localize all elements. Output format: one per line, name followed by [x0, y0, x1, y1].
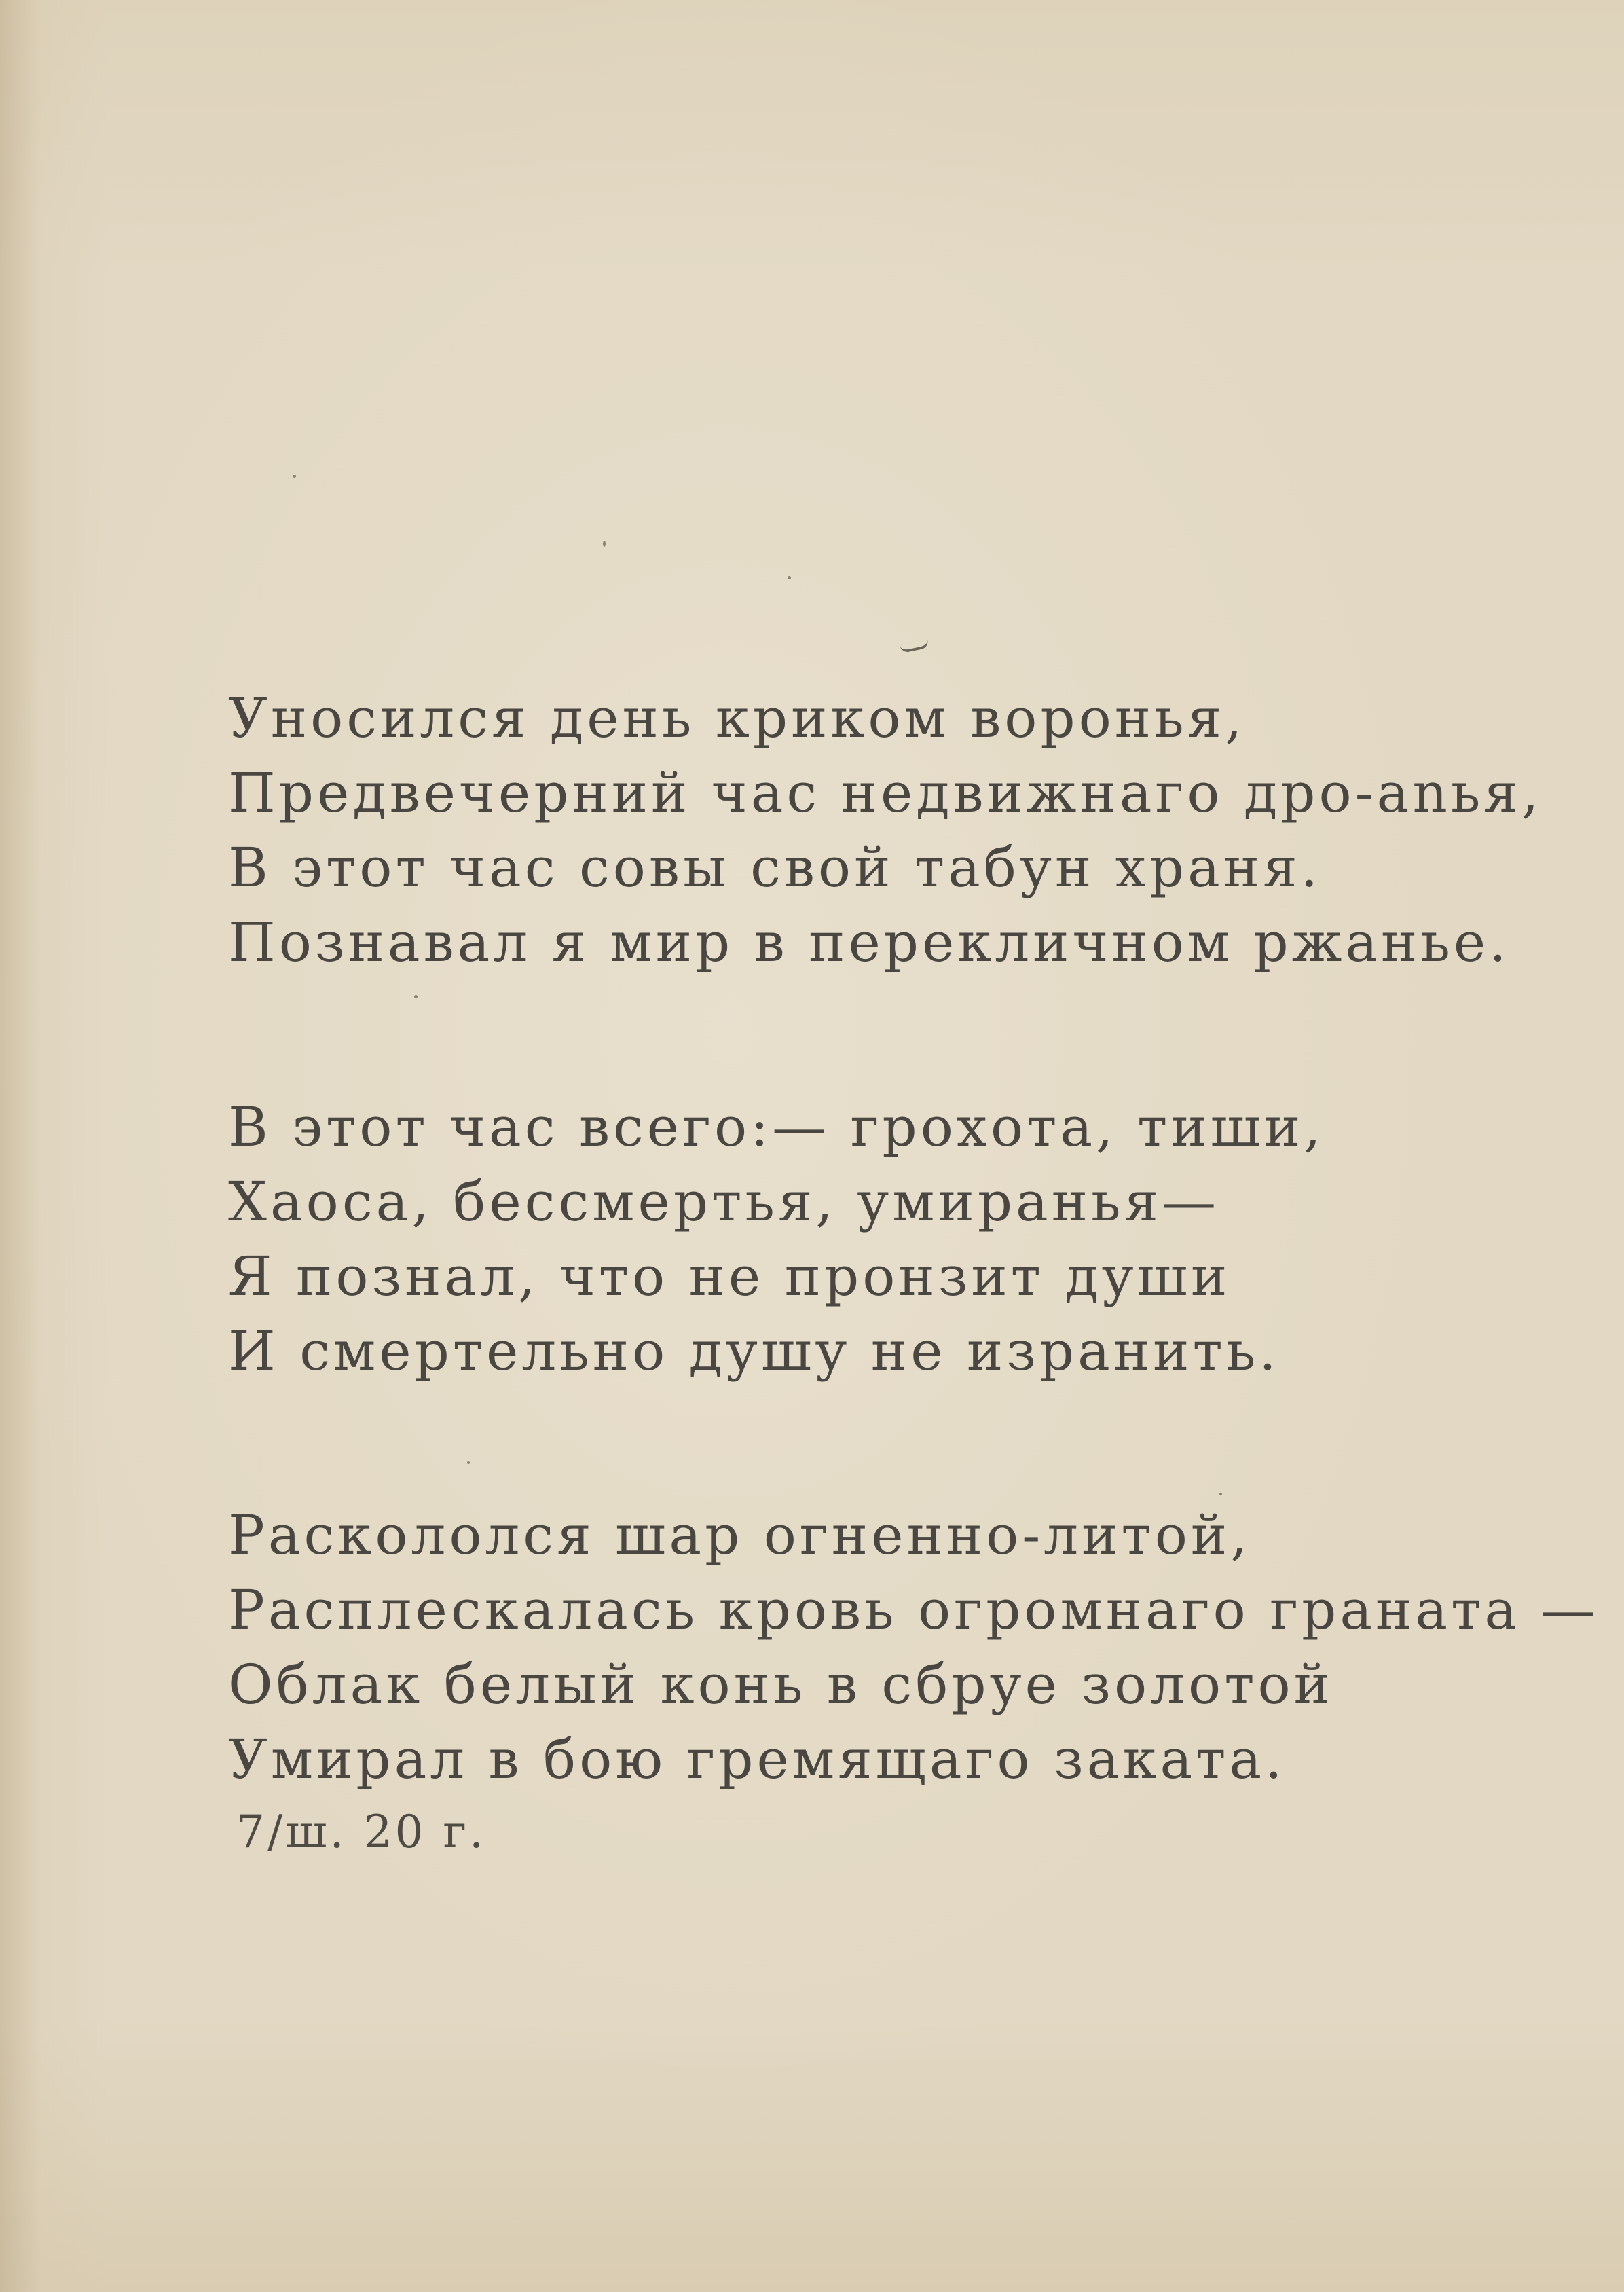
poem-line: И смертельно душу не изранить.: [228, 1320, 1280, 1383]
poem-date: 7/ш. 20 г.: [236, 1806, 487, 1858]
poem-line: В этот час всего:— грохота, тиши,: [228, 1095, 1325, 1159]
paper-speck: [1219, 1493, 1222, 1495]
poem-line: Предвечерний час недвижнаго дро-anья,: [228, 761, 1543, 824]
poem-line: Познавал я мир в перекличном ржанье.: [228, 911, 1510, 974]
poem-line: Уносился день криком воронья,: [228, 687, 1246, 750]
poem-line: Расплескалась кровь огромнаго граната —: [228, 1578, 1599, 1641]
paper-speck: [293, 475, 296, 478]
poem-line: Раскололся шар огненно-литой,: [228, 1504, 1251, 1567]
poem-line: Хаоса, бессмертья, умиранья—: [228, 1170, 1220, 1233]
paper-speck: [603, 541, 606, 547]
paper-speck: [467, 1461, 470, 1464]
paper-speck: [788, 576, 791, 579]
poem-line: В этот час совы свой табун храня.: [228, 836, 1321, 899]
paper-speck: [414, 995, 418, 998]
poem-line: Я познал, что не пронзит души: [228, 1245, 1231, 1308]
poem-line: Облак белый конь в сбруе золотой: [228, 1653, 1333, 1716]
stanza-2: [228, 1090, 1325, 1389]
stanza-3: [228, 1498, 1598, 1797]
stanza-1: [228, 681, 1542, 980]
poem-line: Умирал в бою гремящаго заката.: [228, 1728, 1286, 1791]
